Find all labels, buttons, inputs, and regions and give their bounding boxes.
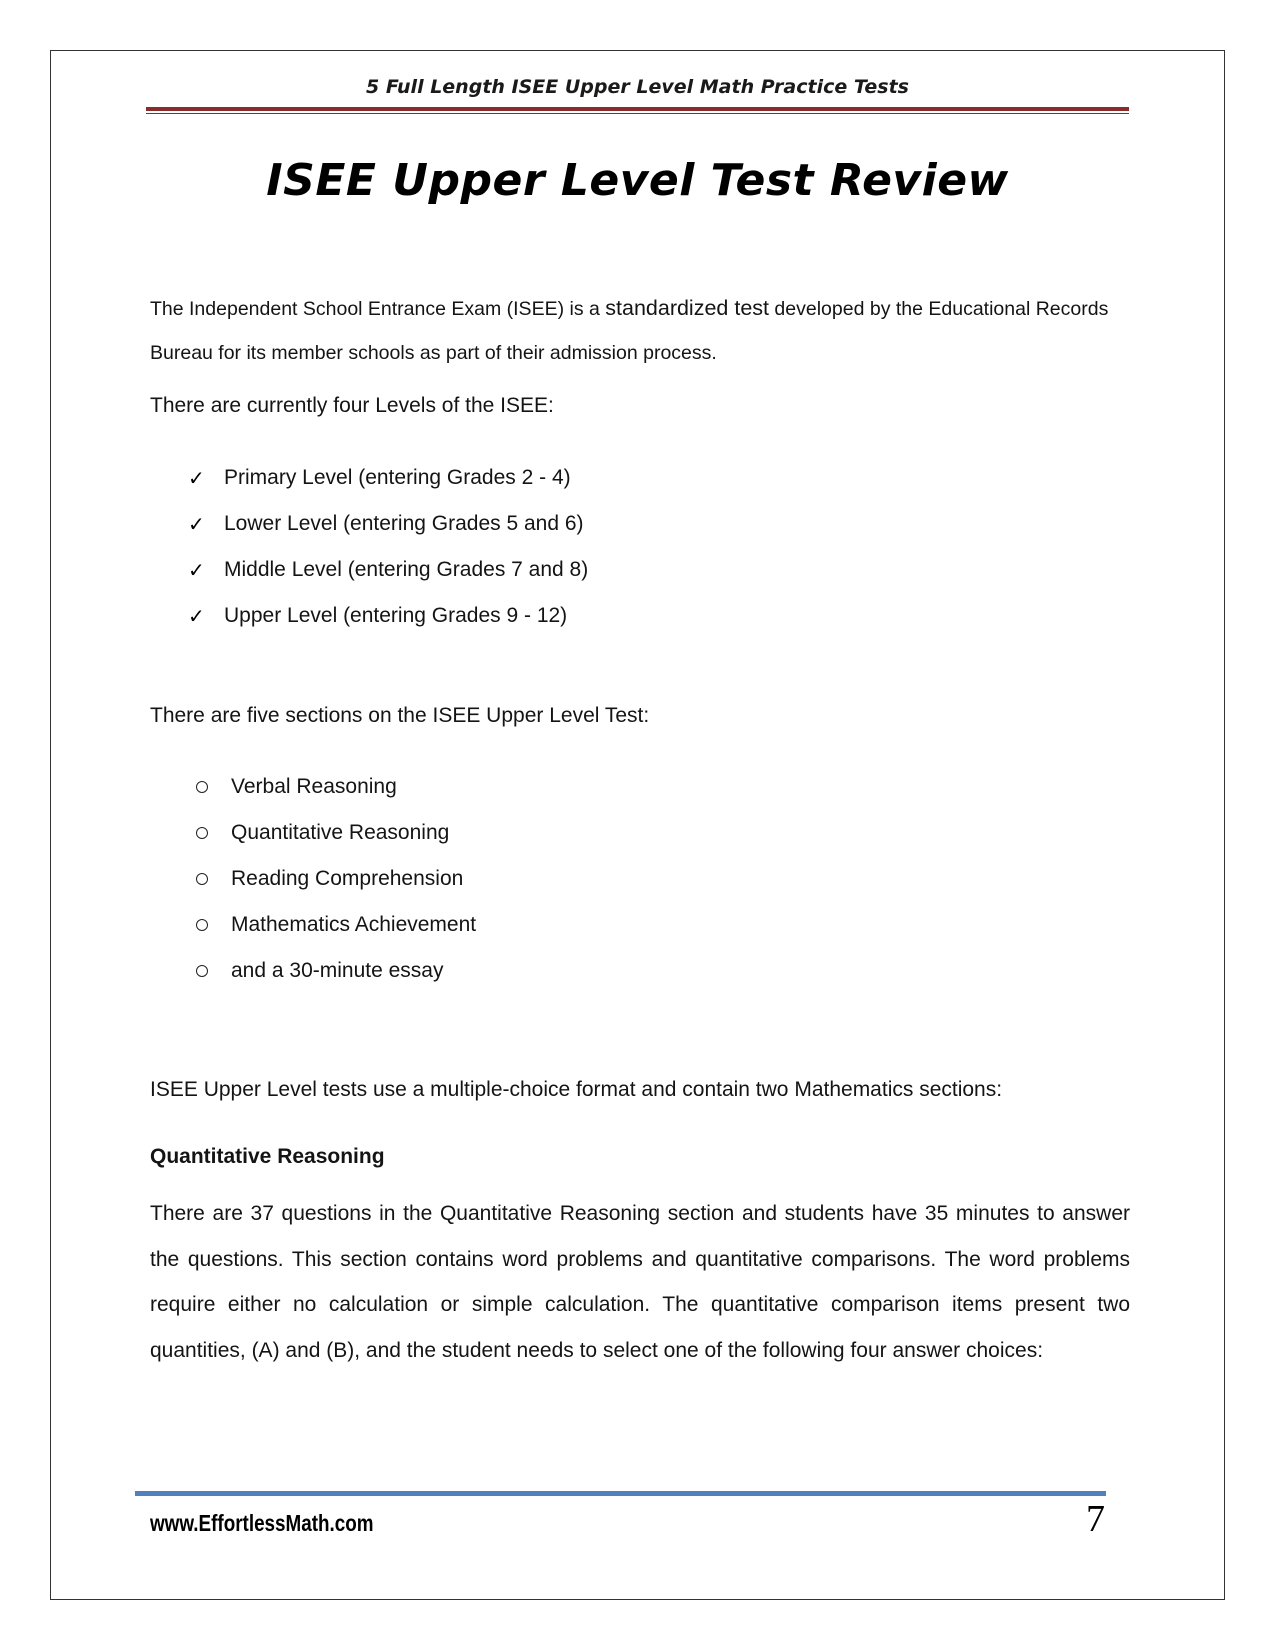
level-label: Upper Level (entering Grades 9 - 12) (224, 604, 568, 627)
levels-intro: There are currently four Levels of the ISEE: (150, 394, 554, 417)
list-item (196, 856, 476, 902)
intro-paragraph (150, 286, 1130, 375)
checkmark-icon: ✓ (188, 513, 205, 536)
footer-rule (135, 1491, 1106, 1496)
circle-bullet-icon (196, 919, 208, 931)
section-label: Reading Comprehension (231, 867, 464, 890)
intro-text-part2: developed by the Educational Records Bureau for its member schools as part of their admission process. (150, 298, 1109, 364)
list-item (196, 948, 476, 994)
circle-bullet-icon (196, 827, 208, 839)
page-title: ISEE Upper Level Test Review (266, 155, 1009, 206)
circle-bullet-icon (196, 965, 208, 977)
list-item (188, 547, 588, 593)
footer-website-link[interactable]: www.EffortlessMath.com (150, 1510, 374, 1536)
running-header: 5 Full Length ISEE Upper Level Math Practice Tests (366, 76, 909, 98)
levels-list (188, 455, 588, 639)
section-label: and a 30-minute essay (231, 959, 444, 982)
list-item (188, 455, 588, 501)
quantitative-reasoning-paragraph: There are 37 questions in the Quantitative Reasoning section and students have 35 minutes to answer the questions. This section contains word problems and quantitative comparisons. The word problems require either no calculation or simple calculation. The quantitative comparison items present two quantities, (A) and (B), and the student needs to select one of the following four answer choices: (150, 1202, 1130, 1362)
section-label: Quantitative Reasoning (231, 821, 450, 844)
list-item (188, 593, 588, 639)
sections-list (196, 764, 476, 994)
list-item (188, 501, 588, 547)
checkmark-icon: ✓ (188, 559, 205, 582)
quantitative-reasoning-heading: Quantitative Reasoning (150, 1145, 385, 1168)
intro-text-part1: The Independent School Entrance Exam (ISEE) is a (150, 298, 606, 320)
circle-bullet-icon (196, 781, 208, 793)
checkmark-icon: ✓ (188, 605, 205, 628)
list-item (196, 902, 476, 948)
list-item (196, 764, 476, 810)
format-intro: ISEE Upper Level tests use a multiple-choice format and contain two Mathematics sections: (150, 1078, 1003, 1101)
sections-intro: There are five sections on the ISEE Upper Level Test: (150, 704, 650, 727)
circle-bullet-icon (196, 873, 208, 885)
checkmark-icon: ✓ (188, 467, 205, 490)
section-label: Mathematics Achievement (231, 913, 477, 936)
list-item (196, 810, 476, 856)
header-rule-thin (146, 113, 1129, 114)
level-label: Middle Level (entering Grades 7 and 8) (224, 558, 589, 581)
header-rule (146, 107, 1129, 111)
level-label: Primary Level (entering Grades 2 - 4) (224, 466, 571, 489)
page-number: 7 (1086, 1498, 1105, 1540)
section-label: Verbal Reasoning (231, 775, 397, 798)
level-label: Lower Level (entering Grades 5 and 6) (224, 512, 584, 535)
intro-emphasis: standardized test (605, 296, 770, 320)
